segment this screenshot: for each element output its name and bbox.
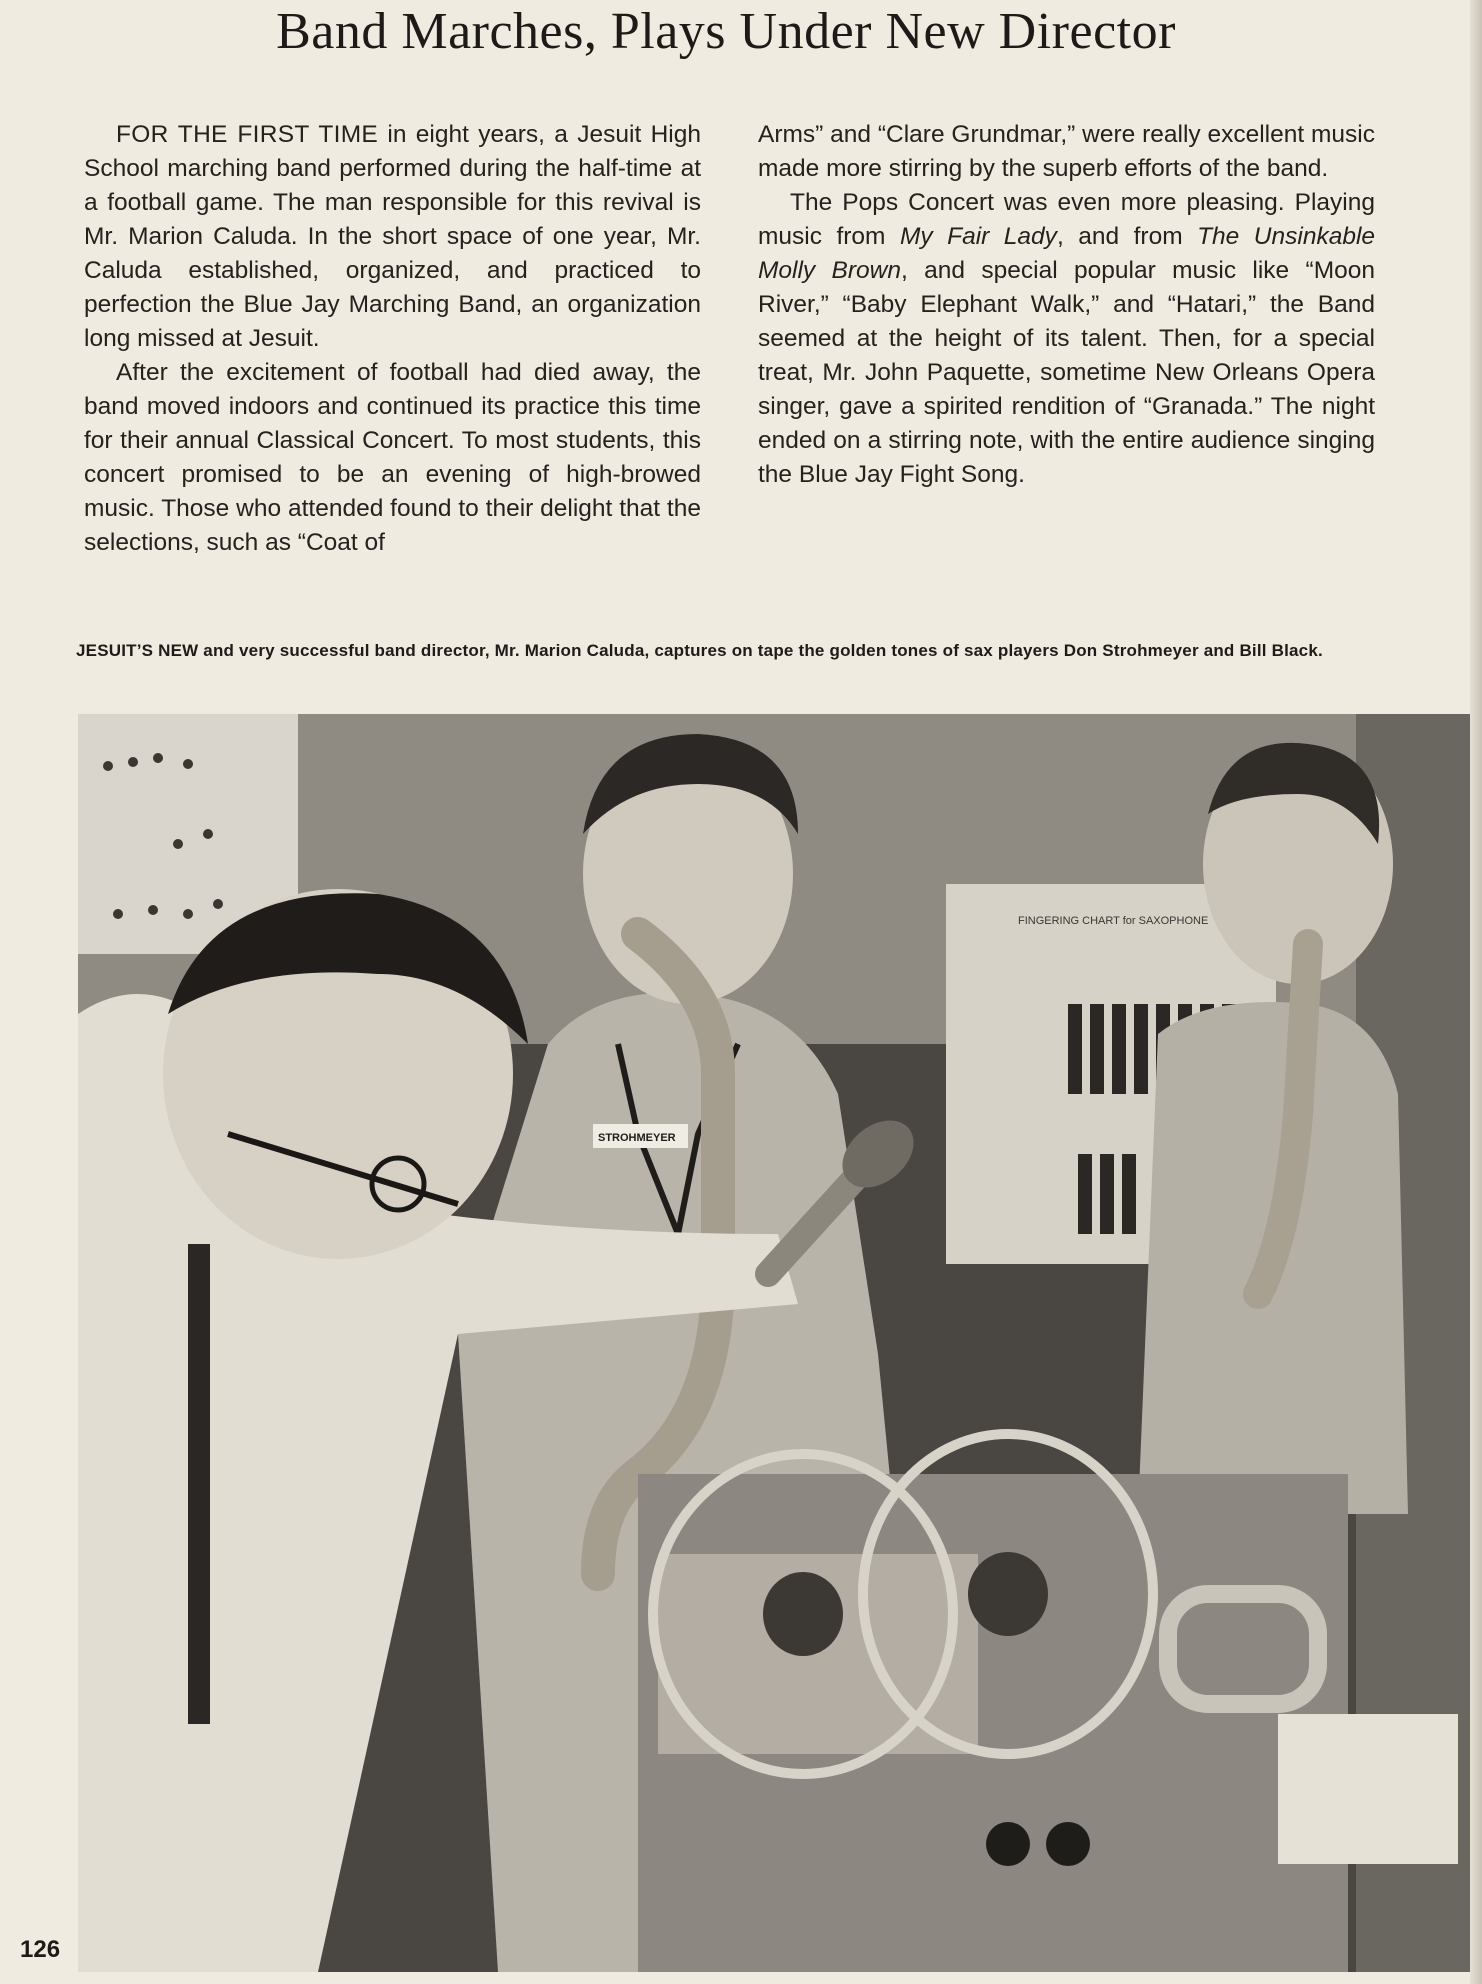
right-paragraph-2 bbox=[758, 186, 1375, 492]
page-edge bbox=[1470, 0, 1482, 1984]
tape-recorder bbox=[638, 1434, 1458, 1972]
lead-in: FOR THE FIRST TIME bbox=[116, 121, 379, 148]
article-title: Band Marches, Plays Under New Director bbox=[276, 3, 1176, 60]
page-number: 126 bbox=[20, 1936, 61, 1963]
right-column bbox=[758, 118, 1375, 492]
right-paragraph-2-c: , and special popular music like “Moon River,” “Baby Elephant Walk,” and “Hatari,” the Band seemed at the height of its talent. Then, for a special treat, Mr. John Paquette, sometime New Orleans Opera singer, gave a spirited rendition of “Granada.” The night ended on a stirring note, with the entire audience singing the Blue Jay Fight Song. bbox=[758, 257, 1375, 488]
chart-heading: FINGERING CHART for SAXOPHONE bbox=[1018, 915, 1209, 927]
right-paragraph-2-b: , and from bbox=[1056, 223, 1198, 250]
right-paragraph-1: Arms” and “Clare Grundmar,” were really excellent music made more stirring by the superb efforts of the band. bbox=[758, 121, 1375, 182]
photograph bbox=[78, 714, 1470, 1972]
left-paragraph-2: After the excitement of football had died away, the band moved indoors and continued its practice this time for their annual Classical Concert. To most students, this concert promised to be an evening of high-browed music. Those who attended found to their delight that the selections, such as “Coat of bbox=[84, 359, 701, 556]
title-my-fair-lady: My Fair Lady bbox=[899, 223, 1057, 250]
photo-caption: JESUIT’S NEW and very successful band director, Mr. Marion Caluda, captures on tape the golden tones of sax players Don Strohmeyer and Bill Black. bbox=[76, 641, 1323, 660]
left-paragraph-1 bbox=[84, 118, 701, 356]
title-molly-brown: The Unsinkable Molly Brown bbox=[758, 223, 1376, 284]
photo-illustration bbox=[78, 714, 1470, 1972]
right-paragraph-2-a: The Pops Concert was even more pleasing. Playing music from bbox=[758, 189, 1375, 250]
left-column bbox=[84, 118, 701, 560]
name-tag: STROHMEYER bbox=[598, 1132, 676, 1144]
left-paragraph-1-text: in eight years, a Jesuit High School marching band performed during the half-time at a football game. The man responsible for this revival is Mr. Marion Caluda. In the short space of one year, Mr. Caluda established, organized, and practiced to perfection the Blue Jay Marching Band, an organization long missed at Jesuit. bbox=[84, 121, 701, 352]
